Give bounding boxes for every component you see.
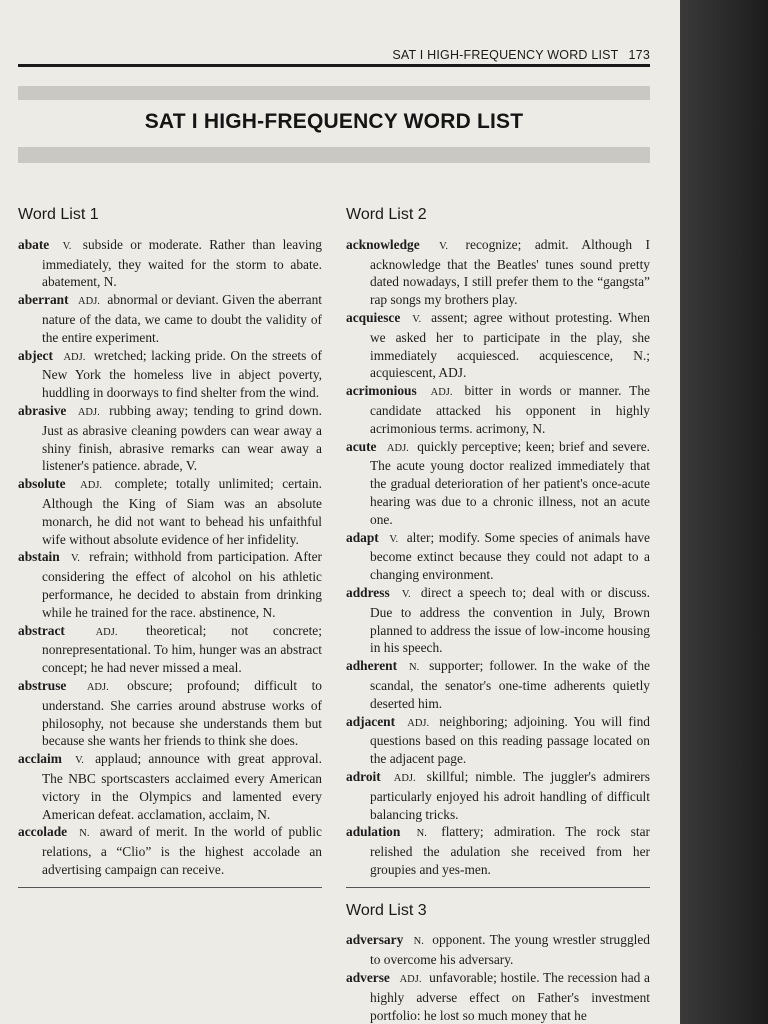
left-column-end-rule [18, 887, 322, 888]
entry-definition: quickly perceptive; keen; brief and severe. The acute young doctor realized immediately that the gradual deterioration of her patient's once-acute hearing was due to a chronic illness, not an acute one. [370, 438, 650, 527]
title-band-top [18, 86, 650, 100]
dictionary-entry [18, 750, 322, 823]
word-list-1-entries [18, 236, 322, 879]
dictionary-entry [18, 823, 322, 878]
entry-headword: abstain [18, 549, 60, 565]
entry-headword: acclaim [18, 751, 62, 767]
dictionary-entry [18, 548, 322, 621]
entry-headword: abate [18, 236, 50, 252]
entry-headword: acrimonious [346, 383, 417, 399]
dictionary-entry [346, 969, 650, 1024]
entry-definition: refrain; withhold from participation. After considering the effect of alcohol on his athletic performance, he decided to abstain from drinking while he trained for the race. abstinence, N. [42, 549, 322, 620]
dictionary-entry [346, 438, 650, 529]
dictionary-entry [346, 309, 650, 382]
entry-part-of-speech: V. [439, 240, 449, 252]
entry-definition: direct a speech to; deal with or discuss. Due to address the convention in July, Brown planned to address the issue of low-income housing in his speech. [370, 584, 650, 656]
entry-headword: abrasive [18, 402, 67, 418]
entry-part-of-speech: ADJ. [86, 681, 109, 693]
dictionary-entry [18, 291, 322, 346]
entry-definition: rubbing away; tending to grind down. Just as abrasive cleaning powders can wear away a shiny finish, abrasive remarks can wear away a listener's patience. abrade, V. [42, 402, 322, 474]
word-list-divider-rule [346, 887, 650, 888]
dictionary-entry [18, 475, 322, 548]
dictionary-entry [18, 236, 322, 291]
entry-part-of-speech: V. [71, 553, 80, 565]
page-edge-shadow [680, 0, 768, 1024]
dictionary-entry [346, 584, 650, 657]
left-column [18, 204, 322, 888]
dictionary-entry [346, 713, 650, 768]
entry-definition: supporter; follower. In the wake of the scandal, the senator's one-time adherents quietly deserted him. [370, 658, 650, 711]
entry-part-of-speech: ADJ. [77, 406, 100, 418]
dictionary-entry [346, 236, 650, 309]
dictionary-entry [18, 622, 322, 677]
entry-headword: acknowledge [346, 236, 420, 252]
dictionary-entry [18, 402, 322, 475]
entry-headword: acquiesce [346, 309, 401, 325]
entry-definition: award of merit. In the world of public relations, a “Clio” is the highest accolade an advertising campaign can receive. [42, 824, 322, 877]
entry-headword: accolade [18, 824, 68, 840]
entry-headword: adverse [346, 970, 390, 986]
entry-part-of-speech: ADJ. [399, 974, 422, 986]
entry-part-of-speech: ADJ. [393, 772, 416, 784]
dictionary-entry [346, 768, 650, 823]
entry-definition: flattery; admiration. The rock star relished the adulation she received from her groupies and yes-men. [370, 824, 650, 877]
entry-definition: alter; modify. Some species of animals have become extinct because they could not adapt to a changing environment. [370, 529, 650, 583]
entry-headword: adulation [346, 824, 401, 840]
header-rule [18, 64, 650, 67]
page-number: 173 [628, 48, 650, 62]
dictionary-entry [18, 677, 322, 750]
entry-definition: abnormal or deviant. Given the aberrant nature of the data, we came to doubt the validity of the entire experiment. [42, 292, 322, 345]
entry-part-of-speech: ADJ. [63, 351, 86, 363]
entry-part-of-speech: ADJ. [386, 442, 409, 454]
dictionary-entry [346, 931, 650, 969]
dictionary-entry [346, 823, 650, 878]
entry-part-of-speech: ADJ. [407, 717, 430, 729]
entry-headword: adversary [346, 932, 404, 948]
entry-definition: neighboring; adjoining. You will find questions based on this reading passage located on the adjacent page. [370, 713, 650, 767]
entry-part-of-speech: N. [416, 828, 427, 840]
entry-headword: abject [18, 347, 53, 363]
page-title: SAT I HIGH-FREQUENCY WORD LIST [144, 110, 524, 133]
entry-part-of-speech: N. [408, 662, 420, 674]
entry-definition: recognize; admit. Although I acknowledge that the Beatles' tunes sound pretty dated nowadays, I still prefer them to the “gangsta” rap songs my brothers play. [370, 236, 650, 308]
entry-headword: adherent [346, 658, 398, 674]
entry-part-of-speech: ADJ. [80, 480, 103, 492]
entry-part-of-speech: ADJ. [95, 626, 118, 638]
entry-definition: skillful; nimble. The juggler's admirers particularly enjoyed his adroit handling of difficult balancing tricks. [370, 768, 650, 822]
word-list-3-entries [346, 931, 650, 1024]
entry-part-of-speech: N. [79, 828, 90, 840]
running-head-title: SAT I HIGH-FREQUENCY WORD LIST [392, 48, 619, 62]
entry-definition: unfavorable; hostile. The recession had a highly adverse effect on Father's investment portfolio: he lost so much money that he [370, 970, 650, 1023]
entry-definition: applaud; announce with great approval. The NBC sportscasters acclaimed every American victory in the Olympics and lamented every American defeat. acclamation, acclaim, N. [42, 751, 322, 822]
dictionary-entry [18, 347, 322, 402]
entry-part-of-speech: N. [413, 936, 424, 948]
right-column [346, 204, 650, 1024]
entry-definition: subside or moderate. Rather than leaving immediately, they waited for the storm to abate. abatement, N. [42, 236, 322, 290]
entry-definition: wretched; lacking pride. On the streets of New York the homeless live in abject poverty, huddling in doorways to find shelter from the wind. [42, 347, 322, 401]
word-list-2-heading: Word List 2 [346, 206, 427, 223]
entry-headword: aberrant [18, 292, 69, 308]
entry-part-of-speech: ADJ. [78, 296, 100, 308]
word-list-3-heading: Word List 3 [346, 901, 427, 919]
entry-headword: abstract [18, 622, 65, 638]
entry-part-of-speech: V. [75, 755, 84, 767]
entry-headword: adapt [346, 529, 379, 545]
entry-part-of-speech: V. [401, 588, 411, 600]
entry-part-of-speech: V. [62, 240, 72, 252]
entry-headword: address [346, 584, 390, 600]
entry-part-of-speech: V. [389, 533, 399, 545]
entry-part-of-speech: V. [412, 313, 422, 325]
entry-definition: bitter in words or manner. The candidate attacked his opponent in highly acrimonious terms. acrimony, N. [370, 383, 650, 436]
entry-headword: absolute [18, 476, 66, 492]
entry-headword: abstruse [18, 677, 67, 693]
running-head [330, 48, 650, 62]
title-band-bottom [18, 147, 650, 163]
word-list-2-entries [346, 236, 650, 879]
word-list-1-heading: Word List 1 [18, 206, 99, 223]
entry-part-of-speech: ADJ. [430, 387, 453, 399]
entry-definition: assent; agree without protesting. When we asked her to participate in the play, she immediately acquiesced. acquiescence, N.; acquiescent, ADJ. [370, 309, 650, 381]
entry-definition: complete; totally unlimited; certain. Although the King of Siam was an absolute monarch, he did not want to behead his unfaithful wife without absolute evidence of her infidelity. [42, 476, 322, 547]
entry-definition: opponent. The young wrestler struggled to overcome his adversary. [370, 932, 650, 968]
entry-headword: adjacent [346, 713, 396, 729]
entry-definition: theoretical; not concrete; nonrepresentational. To him, hunger was an abstract concept; he had never missed a meal. [42, 622, 322, 676]
entry-headword: adroit [346, 768, 381, 784]
dictionary-entry [346, 529, 650, 584]
dictionary-entry [346, 382, 650, 437]
entry-headword: acute [346, 438, 377, 454]
dictionary-entry [346, 657, 650, 712]
entry-definition: obscure; profound; difficult to understand. She carries around abstruse works of philosophy, not because she understands them but because she wants her friends to think she does. [42, 677, 322, 749]
